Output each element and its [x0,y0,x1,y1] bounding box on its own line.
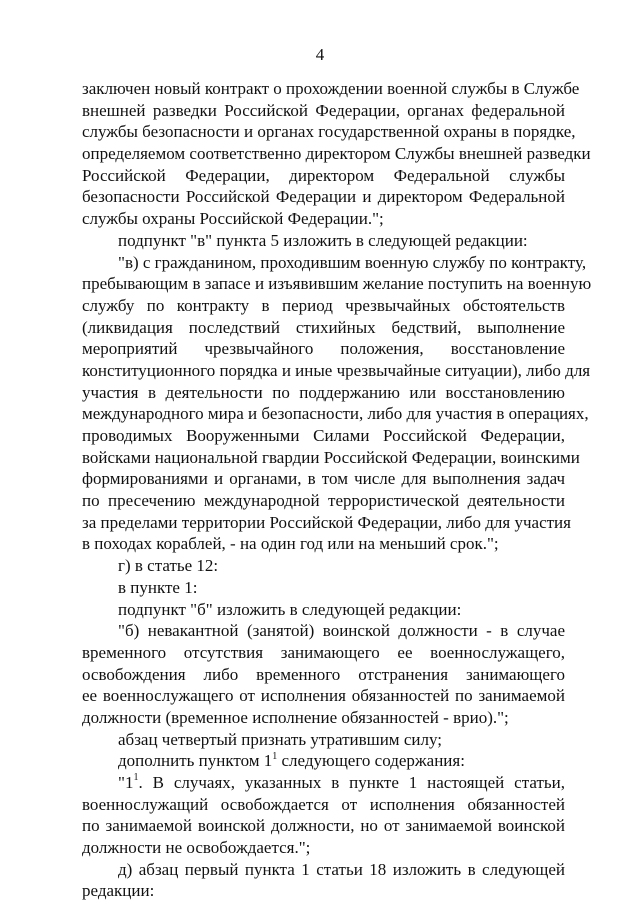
text-line: временного отсутствия занимающего ее военнослужащего, [82,642,565,662]
text-line: военнослужащий освобождается от исполнения обязанностей [82,794,565,814]
text-line: редакции: [82,881,155,901]
text-line: дополнить пунктом $1^1$ следующего содержания: [118,750,465,771]
text-line: "б) невакантной (занятой) воинской должности - в случае [118,621,565,641]
text-line: заключен новый контракт о прохождении военной службы в Службе [82,79,580,98]
text-line: должности не освобождается."; [82,838,311,858]
text-line: должности (временное исполнение обязанностей - врио)."; [82,707,509,727]
text-line: пребывающим в запасе и изъявившим желание поступить на военную [82,274,592,294]
text-line: подпункт "б" изложить в следующей редакции: [118,599,462,619]
text-line: службы безопасности и органах государственной охраны в порядке, [82,122,576,142]
text-line: г) в статье 12: [118,556,219,576]
document-body [82,78,592,902]
text-line: конституционного порядка и иные чрезвычайные ситуации), либо для [82,360,591,380]
text-line: участия в деятельности по поддержанию или восстановлению [82,382,565,402]
text-line: проводимых Вооруженными Силами Российской Федерации, [82,426,565,445]
text-line: службы охраны Российской Федерации."; [82,209,384,229]
text-line: освобождения либо временного отстранения занимающего [82,664,565,684]
page-number: 4 [315,45,325,64]
text-line: "в) с гражданином, проходившим военную службу по контракту, [118,252,587,272]
text-line: за пределами территории Российской Федерации, либо для участия [82,512,571,532]
text-line: войсками национальной гвардии Российской Федерации, воинскими [82,447,580,467]
text-line: определяемом соответственно директором Службы внешней разведки [82,144,591,164]
text-line: внешней разведки Российской Федерации, органах федеральной [82,100,565,120]
text-line: д) абзац первый пункта 1 статьи 18 изложить в следующей [118,859,565,879]
text-line: по занимаемой воинской должности, но от занимаемой воинской [82,816,565,836]
text-line: мероприятий чрезвычайного положения, восстановление [82,339,565,359]
text-line: в пункте 1: [118,577,198,597]
text-line: "$1^1$. В случаях, указанных в пункте 1 настоящей статьи, [118,772,565,792]
text-line: в походах кораблей, - на один год или на меньший срок."; [82,534,499,554]
text-line: международного мира и безопасности, либо для участия в операциях, [82,404,589,424]
text-line: службу по контракту в период чрезвычайных обстоятельств [82,295,565,315]
text-line: абзац четвертый признать утратившим силу; [118,729,442,749]
text-line: формированиями и органами, в том числе для выполнения задач [82,469,565,489]
text-line: ее военнослужащего от исполнения обязанностей по занимаемой [82,686,565,706]
text-line: подпункт "в" пункта 5 изложить в следующей редакции: [118,230,528,250]
text-line: безопасности Российской Федерации и директором Федеральной [82,187,565,207]
text-line: (ликвидация последствий стихийных бедствий, выполнение [82,317,565,337]
text-line: Российской Федерации, директором Федеральной службы [82,165,565,185]
text-line: по пресечению международной террористической деятельности [82,491,565,511]
